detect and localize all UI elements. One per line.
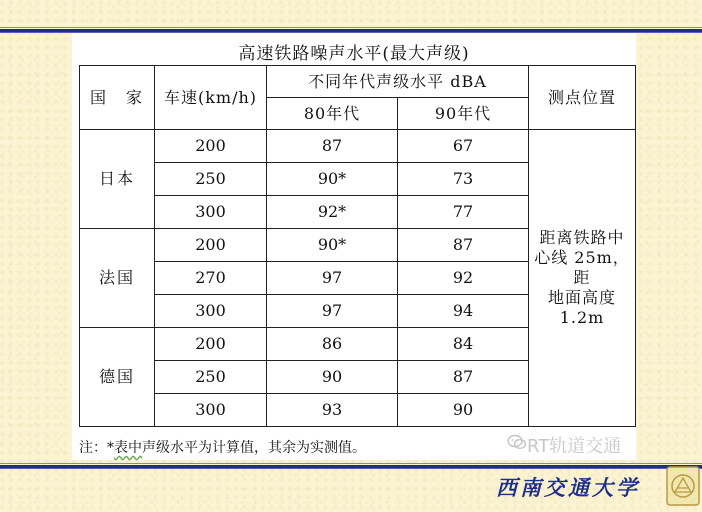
level-80-cell: 97 [267,262,398,295]
speed-cell: 300 [155,295,267,328]
footnote-spellcheck-word: 表中 [114,440,142,456]
speed-cell: 200 [155,328,267,361]
location-line: 距离铁路中 [539,228,625,247]
bottom-decorative-stripe [0,463,702,469]
level-80-cell: 90 [267,361,398,394]
location-line: 心线 25m，距 [534,248,630,287]
header-speed: 车速(km/h) [155,66,267,130]
level-90-cell: 90 [398,394,529,427]
header-location: 测点位置 [529,66,636,130]
level-80-cell: 86 [267,328,398,361]
header-decade-90: 90年代 [398,98,529,130]
header-decade-80: 80年代 [267,98,398,130]
speed-cell: 200 [155,130,267,163]
level-90-cell: 67 [398,130,529,163]
noise-level-table [79,65,636,427]
header-country: 国 家 [80,66,155,130]
table-footnote [79,437,366,457]
location-line: 地面高度 [547,288,616,307]
header-level-group: 不同年代声级水平 dBA [267,66,529,98]
location-cell [529,130,636,427]
speed-cell: 250 [155,361,267,394]
level-80-cell: 87 [267,130,398,163]
table-title: 高速铁路噪声水平(最大声级) [238,44,470,64]
level-80-cell: 90* [267,229,398,262]
wechat-icon [507,434,527,450]
level-90-cell: 87 [398,229,529,262]
speed-cell: 300 [155,196,267,229]
university-seal-icon [666,466,700,506]
level-80-cell: 90* [267,163,398,196]
table-row [80,130,636,163]
location-line: 1.2m [559,308,605,327]
footnote-text: 声级水平为计算值，其余为实测值。 [142,440,366,456]
country-cell-japan: 日本 [80,130,155,229]
level-90-cell: 73 [398,163,529,196]
country-cell-france: 法国 [80,229,155,328]
university-name: 西南交通大学 [496,475,640,500]
level-80-cell: 93 [267,394,398,427]
speed-cell: 250 [155,163,267,196]
level-90-cell: 77 [398,196,529,229]
level-80-cell: 92* [267,196,398,229]
speed-cell: 300 [155,394,267,427]
header-row-1 [80,66,636,98]
speed-cell: 270 [155,262,267,295]
level-90-cell: 92 [398,262,529,295]
level-90-cell: 87 [398,361,529,394]
level-90-cell: 84 [398,328,529,361]
country-cell-germany: 德国 [80,328,155,427]
noise-table-sheet [72,33,636,460]
speed-cell: 200 [155,229,267,262]
footnote-prefix: 注：* [79,440,114,456]
wechat-watermark: RT轨道交通 [527,436,622,457]
level-90-cell: 94 [398,295,529,328]
level-80-cell: 97 [267,295,398,328]
